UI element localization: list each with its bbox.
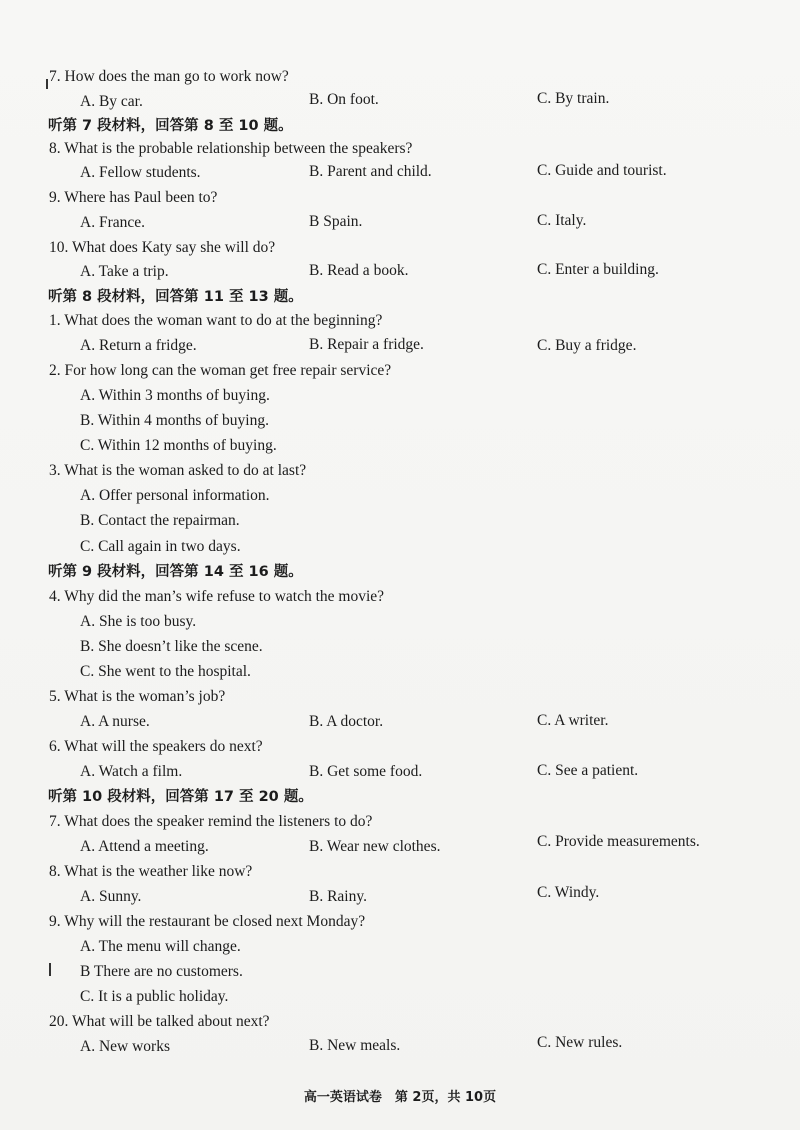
section-9-heading: 听第 9 段材料，回答第 14 至 16 题。 — [48, 564, 303, 580]
option-12a: A. Within 3 months of buying. — [80, 387, 270, 404]
question-7: 7. How does the man go to work now? — [49, 68, 289, 85]
option-17c: C. Provide measurements. — [537, 833, 700, 850]
option-15a: A. A nurse. — [80, 713, 150, 730]
option-15b: B. A doctor. — [309, 713, 384, 730]
option-13b: B. Contact the repairman. — [80, 512, 240, 529]
question-16: 6. What will the speakers do next? — [49, 738, 263, 755]
section-8-heading: 听第 8 段材料，回答第 11 至 13 题。 — [48, 289, 303, 305]
option-11b: B. Repair a fridge. — [309, 336, 424, 353]
option-10b: B. Read a book. — [309, 262, 409, 279]
option-19c: C. It is a public holiday. — [80, 988, 229, 1005]
option-7b: B. On foot. — [309, 91, 379, 108]
question-13: 3. What is the woman asked to do at last? — [49, 462, 307, 479]
question-8: 8. What is the probable relationship between the speakers? — [49, 140, 413, 157]
option-7a: A. By car. — [80, 93, 143, 110]
question-18: 8. What is the weather like now? — [49, 863, 253, 880]
option-20a: A. New works — [80, 1038, 170, 1055]
option-12b: B. Within 4 months of buying. — [80, 412, 269, 429]
scan-mark — [49, 963, 51, 976]
option-12c: C. Within 12 months of buying. — [80, 437, 277, 454]
section-10-heading: 听第 10 段材料，回答第 17 至 20 题。 — [48, 789, 313, 805]
question-11: 1. What does the woman want to do at the beginning? — [49, 312, 383, 329]
option-19a: A. The menu will change. — [80, 938, 241, 955]
option-14a: A. She is too busy. — [80, 613, 197, 630]
page-footer: 高一英语试卷 第 2页，共 10页 — [303, 1090, 497, 1105]
question-10: 10. What does Katy say she will do? — [49, 239, 276, 256]
option-8c: C. Guide and tourist. — [537, 162, 667, 179]
option-20b: B. New meals. — [309, 1037, 401, 1054]
option-16b: B. Get some food. — [309, 763, 423, 780]
option-18a: A. Sunny. — [80, 888, 142, 905]
option-20c: C. New rules. — [537, 1034, 623, 1051]
section-7-heading: 听第 7 段材料，回答第 8 至 10 题。 — [48, 118, 293, 134]
option-16c: C. See a patient. — [537, 762, 639, 779]
option-14b: B. She doesn’t like the scene. — [80, 638, 263, 655]
option-9a: A. France. — [80, 214, 145, 231]
option-10a: A. Take a trip. — [80, 263, 169, 280]
option-10c: C. Enter a building. — [537, 261, 659, 278]
option-8b: B. Parent and child. — [309, 163, 432, 180]
option-13c: C. Call again in two days. — [80, 538, 241, 555]
option-14c: C. She went to the hospital. — [80, 663, 251, 680]
option-16a: A. Watch a film. — [80, 763, 183, 780]
option-8a: A. Fellow students. — [80, 164, 201, 181]
question-17: 7. What does the speaker remind the listeners to do? — [49, 813, 373, 830]
option-15c: C. A writer. — [537, 712, 609, 729]
option-11c: C. Buy a fridge. — [537, 337, 637, 354]
option-9b: B Spain. — [309, 213, 363, 230]
option-17a: A. Attend a meeting. — [80, 838, 209, 855]
option-18b: B. Rainy. — [309, 888, 367, 905]
option-13a: A. Offer personal information. — [80, 487, 270, 504]
option-7c: C. By train. — [537, 90, 610, 107]
question-14: 4. Why did the man’s wife refuse to watch the movie? — [49, 588, 385, 605]
option-11a: A. Return a fridge. — [80, 337, 197, 354]
option-9c: C. Italy. — [537, 212, 587, 229]
question-15: 5. What is the woman’s job? — [49, 688, 226, 705]
question-19: 9. Why will the restaurant be closed next Monday? — [49, 913, 366, 930]
scan-mark — [46, 79, 48, 89]
question-9: 9. Where has Paul been to? — [49, 189, 218, 206]
question-12: 2. For how long can the woman get free repair service? — [49, 362, 392, 379]
option-19b: B There are no customers. — [80, 963, 243, 980]
option-17b: B. Wear new clothes. — [309, 838, 441, 855]
option-18c: C. Windy. — [537, 884, 600, 901]
question-20: 20. What will be talked about next? — [49, 1013, 270, 1030]
